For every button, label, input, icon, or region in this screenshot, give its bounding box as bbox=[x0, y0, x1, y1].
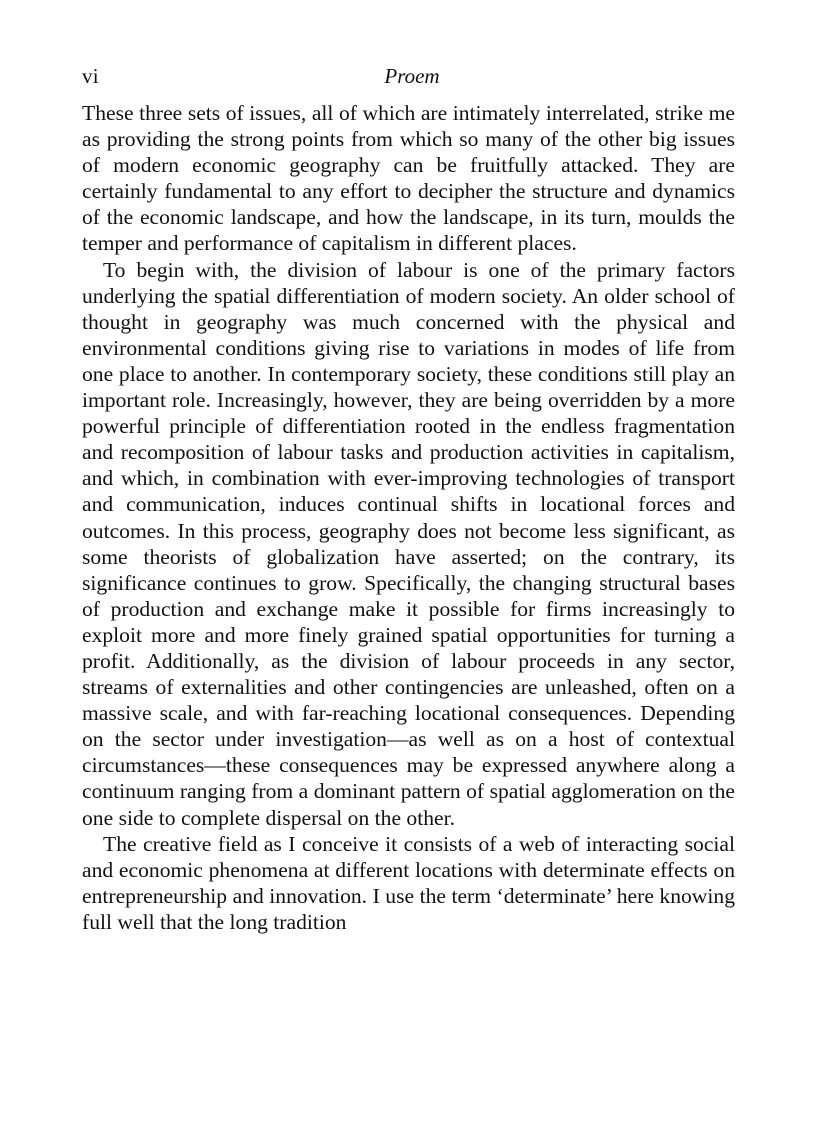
running-head-title: Proem bbox=[384, 64, 440, 88]
paragraph: These three sets of issues, all of which are intimately interrelated, strike me as providing the strong points from which so many of the other big issues of modern economic geography can be fruitfully attacked. They are certainly fundamental to any effort to decipher the structure and dynamics of the economic landscape, and how the landscape, in its turn, moulds the temper and performance of capitalism in different places. bbox=[82, 101, 735, 256]
body-text-block bbox=[82, 100, 735, 935]
page-folio-number: vi bbox=[82, 64, 99, 88]
paragraph: To begin with, the division of labour is one of the primary factors underlying the spatial differentiation of modern society. An older school of thought in geography was much concerned with the physical and environmental conditions giving rise to variations in modes of life from one place to another. In contemporary society, these conditions still play an important role. Increasingly, however, they are being overridden by a more powerful principle of differentiation rooted in the endless fragmentation and recomposition of labour tasks and production activities in capitalism, and which, in combination with ever-improving technologies of transport and communication, induces continual shifts in locational forces and outcomes. In this process, geography does not become less significant, as some theorists of globalization have asserted; on the contrary, its significance continues to grow. Specifically, the changing structural bases of production and exchange make it possible for firms increasingly to exploit more and more finely grained spatial opportunities for turning a profit. Additionally, as the division of labour proceeds in any sector, streams of externalities and other contingencies are unleashed, often on a massive scale, and with far-reaching locational consequences. Depending on the sector under investigation—as well as on a host of contextual circumstances—these consequences may be expressed anywhere along a continuum ranging from a dominant pattern of spatial agglomeration on the one side to complete dispersal on the other. bbox=[82, 257, 735, 830]
running-head bbox=[82, 62, 735, 90]
paragraph: The creative field as I conceive it consists of a web of interacting social and economic phenomena at different locations with determinate effects on entrepreneurship and innovation. I use the term ‘determinate’ here knowing full well that the long tradition bbox=[82, 831, 735, 934]
